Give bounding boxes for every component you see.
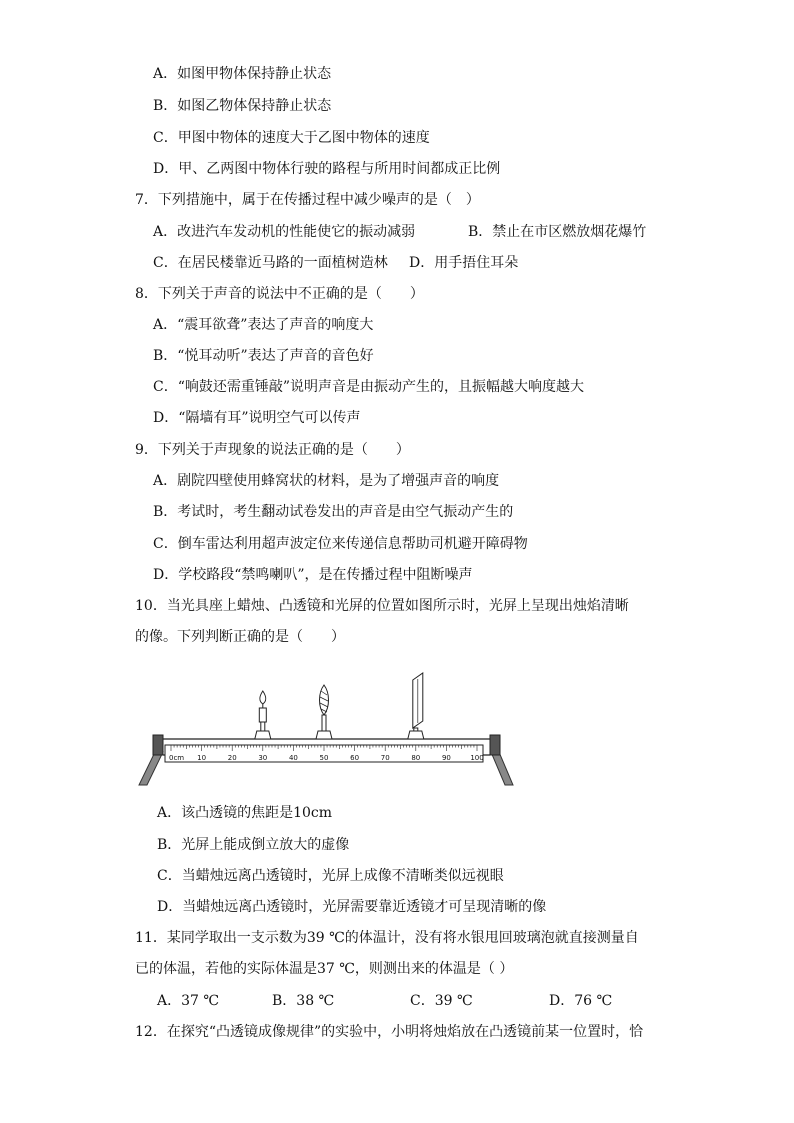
q8-stem: 8．下列关于声音的说法中不正确的是（ ） bbox=[135, 286, 424, 302]
q6-option-a: A．如图甲物体保持静止状态 bbox=[153, 66, 332, 82]
ruler-label: 60 bbox=[350, 754, 360, 762]
q9-option-a: A．剧院四壁使用蜂窝状的材料，是为了增强声音的响度 bbox=[153, 473, 500, 489]
optical-bench-figure bbox=[135, 660, 525, 790]
bench-right-end bbox=[490, 735, 500, 755]
convex-lens bbox=[316, 685, 332, 739]
ruler-label: 80 bbox=[411, 754, 421, 762]
q10-option-b: B．光屏上能成倒立放大的虚像 bbox=[157, 837, 350, 853]
q11-option-a: A．37 ℃ bbox=[157, 993, 220, 1009]
q9-stem: 9．下列关于声现象的说法正确的是（ ） bbox=[135, 442, 410, 458]
q6-option-d: D．甲、乙两图中物体行驶的路程与所用时间都成正比例 bbox=[153, 161, 501, 177]
ruler-label: 20 bbox=[227, 754, 237, 762]
q9-option-d: D．学校路段“禁鸣喇叭”，是在传播过程中阻断噪声 bbox=[153, 567, 473, 583]
q11-option-d: D．76 ℃ bbox=[549, 993, 613, 1009]
q11-option-c: C．39 ℃ bbox=[410, 993, 473, 1009]
q9-option-b: B．考试时，考生翻动试卷发出的声音是由空气振动产生的 bbox=[153, 504, 514, 520]
q8-option-d: D．“隔墙有耳”说明空气可以传声 bbox=[153, 410, 361, 426]
bench-right-leg bbox=[491, 752, 513, 785]
candle-flame bbox=[260, 691, 266, 704]
ruler-label: 90 bbox=[441, 754, 451, 762]
ruler-label: 100 bbox=[470, 754, 484, 762]
q10-stem-line1: 10．当光具座上蜡烛、凸透镜和光屏的位置如图所示时，光屏上呈现出烛焰清晰 bbox=[135, 598, 629, 614]
q6-option-c: C．甲图中物体的速度大于乙图中物体的速度 bbox=[153, 130, 430, 146]
bench-left-end bbox=[153, 735, 163, 755]
q7-stem: 7．下列措施中，属于在传播过程中减少噪声的是（ ） bbox=[135, 192, 480, 208]
ruler-label: 70 bbox=[380, 754, 390, 762]
candle-holder bbox=[261, 722, 265, 731]
ruler-label: 0cm bbox=[169, 754, 185, 762]
candle-clamp bbox=[255, 731, 271, 739]
q9-option-c: C．倒车雷达利用超声波定位来传递信息帮助司机避开障碍物 bbox=[153, 536, 528, 552]
q7-option-b: B．禁止在市区燃放烟花爆竹 bbox=[468, 224, 647, 240]
q8-option-c: C．“响鼓还需重锤敲”说明声音是由振动产生的，且振幅越大响度越大 bbox=[153, 379, 585, 395]
q12-stem-line1: 12．在探究“凸透镜成像规律”的实验中，小明将烛焰放在凸透镜前某一位置时，恰 bbox=[135, 1024, 644, 1040]
candle-body bbox=[259, 708, 266, 722]
q11-stem-line1: 11．某同学取出一支示数为39 ℃的体温计，没有将水银甩回玻璃泡就直接测量自 bbox=[135, 930, 639, 946]
ruler-label: 40 bbox=[288, 754, 298, 762]
q10-option-a: A．该凸透镜的焦距是10cm bbox=[157, 805, 333, 821]
q10-stem-line2: 的像。下列判断正确的是（ ） bbox=[135, 629, 345, 645]
lens-holder bbox=[322, 715, 326, 731]
q7-option-a: A．改进汽车发动机的性能使它的振动减弱 bbox=[153, 224, 416, 240]
q10-option-d: D．当蜡烛远离凸透镜时，光屏需要靠近透镜才可呈现清晰的像 bbox=[157, 899, 547, 915]
ruler-label: 30 bbox=[258, 754, 268, 762]
q10-option-c: C．当蜡烛远离凸透镜时，光屏上成像不清晰类似远视眼 bbox=[157, 868, 504, 884]
lens-clamp bbox=[316, 731, 332, 739]
q11-option-b: B．38 ℃ bbox=[272, 993, 335, 1009]
light-screen bbox=[408, 673, 424, 739]
ruler-label: 50 bbox=[319, 754, 329, 762]
bench-left-leg bbox=[139, 752, 163, 785]
q7-option-d: D．用手捂住耳朵 bbox=[409, 255, 519, 271]
q11-stem-line2: 已的体温，若他的实际体温是37 ℃，则测出来的体温是（ ） bbox=[135, 961, 514, 977]
candle bbox=[255, 691, 271, 739]
q6-option-b: B．如图乙物体保持静止状态 bbox=[153, 98, 332, 114]
q8-option-b: B．“悦耳动听”表达了声音的音色好 bbox=[153, 348, 374, 364]
ruler-label: 10 bbox=[197, 754, 207, 762]
q8-option-a: A．“震耳欲聋”表达了声音的响度大 bbox=[153, 317, 374, 333]
screen-clamp bbox=[408, 731, 424, 739]
q7-option-c: C．在居民楼靠近马路的一面植树造林 bbox=[153, 255, 388, 271]
